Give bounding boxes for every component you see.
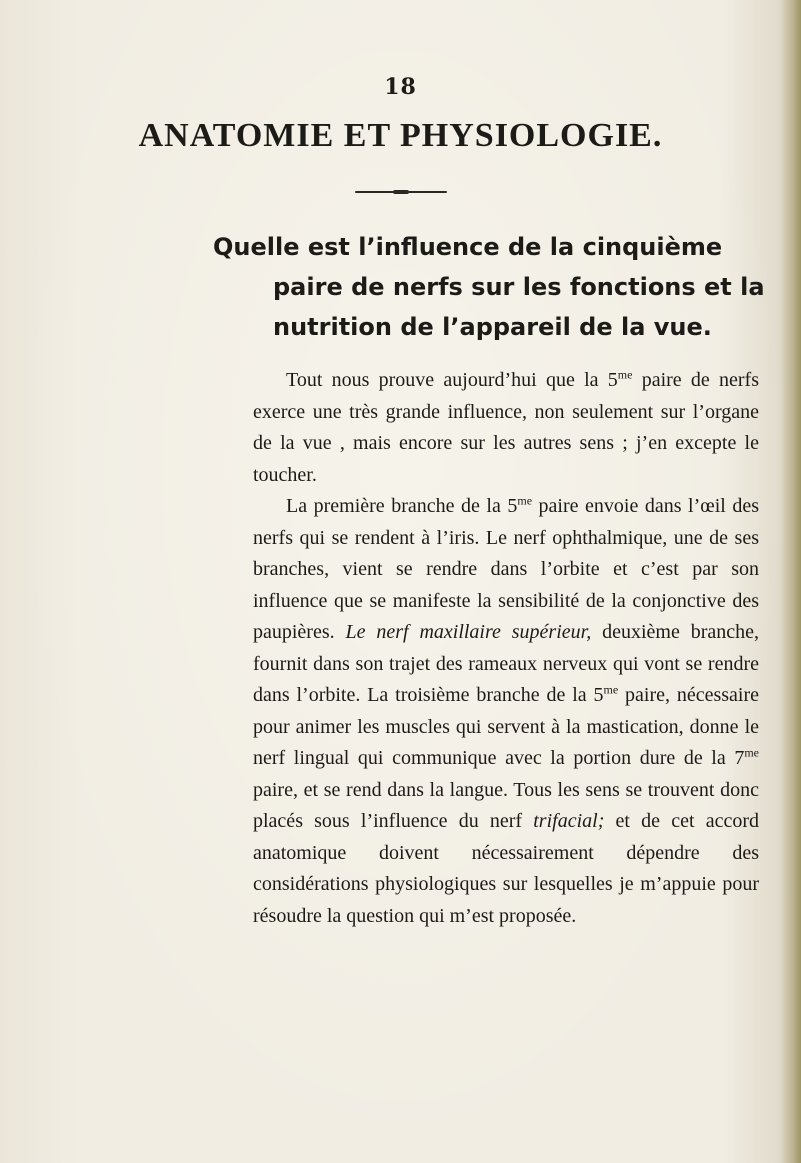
paragraph-2-text-f: paire, et se rend dans la langue. Tous les sens se trouvent donc placés sous l’influence du nerf (253, 778, 759, 832)
body-text (253, 365, 759, 932)
paragraph-2-text-d: deuxième branche, fournit dans son trajet des rameaux nerveux qui vont se rendre dans l’orbite. La troisième branche de la 5 (253, 621, 759, 706)
paragraph-2-text-b: paire envoie dans l’œil des nerfs qui se rendent à l’iris. Le nerf ophthalmique, une de ses branches, vient se rendre dans l’orbite et c’est par son influence que se manifeste la sensibilité de la conjonctive des paupières. (253, 495, 760, 643)
paragraph-1-text-b: paire de nerfs exerce une très grande influence, non seulement sur l’organe de la vue , mais encore sur les autres sens ; j’en excepte le toucher. (253, 369, 760, 486)
paragraph-1-text-a: Tout nous prouve aujourd’hui que la 5 (286, 369, 618, 391)
superscript: me (603, 682, 619, 697)
section-title-line-3: nutrition de l’appareil de la vue. (273, 313, 712, 341)
superscript: me (517, 493, 533, 508)
section-title-line-2: paire de nerfs sur les fonctions et la (273, 273, 765, 301)
paragraph-1 (253, 365, 759, 491)
paragraph-2-italic-trifacial: trifacial; (533, 810, 605, 832)
paragraph-2-text-e: paire, nécessaire pour animer les muscles qui servent à la mastication, donne le nerf lingual qui communique avec la portion dure de la 7 (253, 684, 759, 769)
section-title (213, 227, 773, 347)
page-edge-shadow (781, 0, 801, 1163)
paragraph-2 (253, 491, 759, 932)
paragraph-2-italic-nerve: Le nerf maxillaire supérieur, (345, 621, 592, 643)
superscript: me (744, 745, 759, 760)
paragraph-2-text-h: et de cet accord anatomique doivent nécessairement dépendre des considérations physiologiques sur lesquelles je m’appuie pour résoudre la question qui m’est proposée. (253, 810, 759, 927)
section-title-line-1: Quelle est l’influence de la cinquième (213, 233, 723, 261)
paragraph-2-text-a: La première branche de la 5 (286, 495, 518, 517)
page-number: 18 (384, 74, 417, 100)
ornamental-rule (355, 191, 447, 193)
running-head: ANATOMIE ET PHYSIOLOGIE. (138, 117, 663, 154)
superscript: me (617, 367, 633, 382)
